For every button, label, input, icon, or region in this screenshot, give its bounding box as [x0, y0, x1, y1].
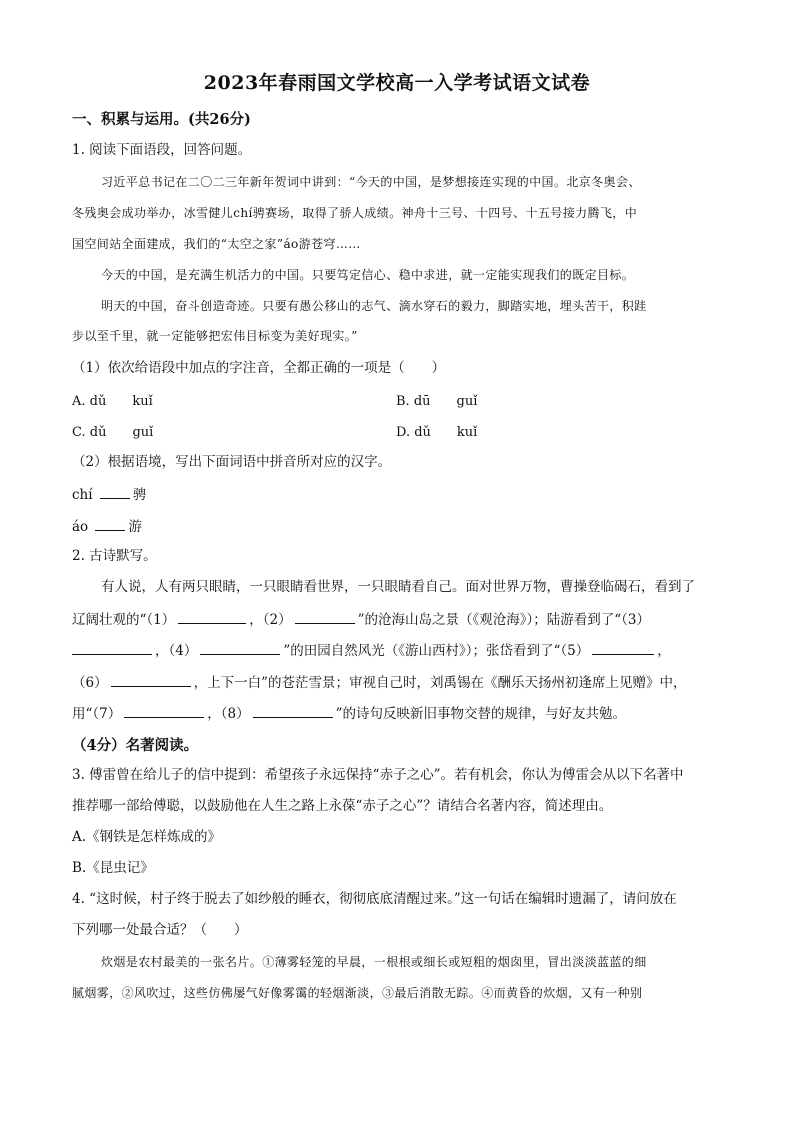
poem-blank-6[interactable] — [111, 671, 191, 687]
poem-blank-4[interactable] — [200, 639, 280, 655]
chi-pinyin: chí — [72, 487, 93, 503]
q4-line: 下列哪一处最合适？（ ） — [72, 922, 248, 938]
q2-text: ，（8） — [207, 706, 250, 722]
q3-line: 3. 傅雷曾在给儿子的信中提到：希望孩子永远保持“赤子之心”。若有机会，你认为傅雷会从以下名著中 — [72, 767, 684, 783]
q2-line — [72, 671, 687, 693]
q3-line: 推荐哪一部给傅聪，以鼓励他在人生之路上永葆“赤子之心”？请结合名著内容，简述理由。 — [72, 798, 613, 814]
q2-line — [72, 608, 650, 630]
q2-text: ，上下一白”的苍茫雪景；审视自己时，刘禹锡在《酬乐天扬州初逢席上见赠》中， — [193, 675, 687, 691]
chi-answer-blank[interactable] — [100, 483, 130, 499]
section-heading-1: 一、积累与运用。(共26分) — [72, 111, 251, 128]
q1-passage-line: 习近平总书记在二〇二三年新年贺词中讲到：“今天的中国，是梦想接连实现的中国。北京冬奥会、 — [101, 175, 641, 189]
q4-passage-line: 炊烟是农村最美的一张名片。①薄雾轻笼的早晨，一根根或细长或短粗的烟囱里，冒出淡淡蓝蓝的细 — [101, 955, 647, 969]
q1-subquestion-1: （1）依次给语段中加点的字注音，全都正确的一项是（ ） — [72, 360, 446, 376]
poem-blank-5[interactable] — [592, 639, 654, 655]
poem-blank-3[interactable] — [72, 639, 152, 655]
q2-stem: 2. 古诗默写。 — [72, 548, 157, 564]
poem-blank-7[interactable] — [124, 702, 204, 718]
ao-suffix: 游 — [128, 519, 142, 535]
option-a[interactable]: A. dǔ kuǐ — [72, 394, 153, 409]
q2-text: ，（4） — [155, 643, 198, 659]
q2-line — [72, 702, 626, 724]
poem-blank-2[interactable] — [295, 608, 355, 624]
ao-fill-row — [72, 515, 142, 537]
q1-passage-line: 明天的中国，奋斗创造奇迹。只要有愚公移山的志气、滴水穿石的毅力，脚踏实地，埋头苦干，积跬 — [101, 299, 647, 313]
q1-passage-line: 今天的中国，是充满生机活力的中国。只要笃定信心、稳中求进，就一定能实现我们的既定目标。 — [101, 268, 635, 282]
q4-passage-line: 腻烟雾，②风吹过，这些仿佛屡气好像雾霭的轻烟渐淡，③最后消散无踪。④而黄昏的炊烟，又有一种别 — [72, 986, 643, 1000]
q2-text: ”的沧海山岛之景（《观沧海》）；陆游看到了“（3） — [357, 612, 650, 628]
q3-option-b[interactable]: B.《昆虫记》 — [72, 860, 154, 876]
q2-text: ”的田园自然风光（《游山西村》）；张岱看到了“（5） — [283, 643, 590, 659]
q4-line: 4. “这时候，村子终于脱去了如纱般的睡衣，彻彻底底清醒过来。”这一句话在编辑时遗漏了，请问放在 — [72, 891, 677, 907]
q1-passage-line: 冬残奥会成功举办，冰雪健儿chí骋赛场，取得了骄人成绩。神舟十三号、十四号、十五号接力腾飞，中 — [72, 206, 638, 220]
q2-text: 辽阔壮观的“（1） — [72, 612, 176, 628]
q2-text: ，（2） — [249, 612, 292, 628]
q1-subquestion-2: （2）根据语境，写出下面词语中拼音所对应的汉字。 — [72, 454, 392, 470]
ao-answer-blank[interactable] — [95, 515, 125, 531]
chi-suffix: 骋 — [132, 487, 147, 503]
chi-fill-row — [72, 483, 146, 505]
q2-text: ”的诗句反映新旧事物交替的规律，与好友共勉。 — [335, 706, 626, 722]
option-d[interactable]: D. dǔ kuǐ — [396, 425, 478, 440]
q2-line: 有人说，人有两只眼睛，一只眼睛看世界，一只眼睛看自己。面对世界万物，曹操登临碣石，看到了 — [101, 579, 695, 595]
q2-text: （6） — [72, 675, 108, 691]
q2-text: ， — [657, 643, 671, 659]
page-title: 2023年春雨国文学校高一入学考试语文试卷 — [203, 72, 591, 94]
q2-text: 用“（7） — [72, 706, 122, 722]
ao-pinyin: áo — [72, 519, 89, 535]
section-heading-2: （4分）名著阅读。 — [72, 737, 199, 754]
option-c[interactable]: C. dǔ guǐ — [72, 425, 154, 440]
q1-passage-line: 步以至千里，就一定能够把宏伟目标变为美好现实。” — [72, 329, 358, 343]
option-b[interactable]: B. dū guǐ — [396, 394, 478, 409]
q1-stem: 1. 阅读下面语段，回答问题。 — [72, 142, 252, 158]
q2-line — [72, 639, 671, 661]
q3-option-a[interactable]: A.《钢铁是怎样炼成的》 — [72, 829, 222, 845]
poem-blank-8[interactable] — [253, 702, 333, 718]
poem-blank-1[interactable] — [178, 608, 246, 624]
q1-passage-line: 国空间站全面建成，我们的“太空之家”áo游苍穹…… — [72, 237, 361, 251]
